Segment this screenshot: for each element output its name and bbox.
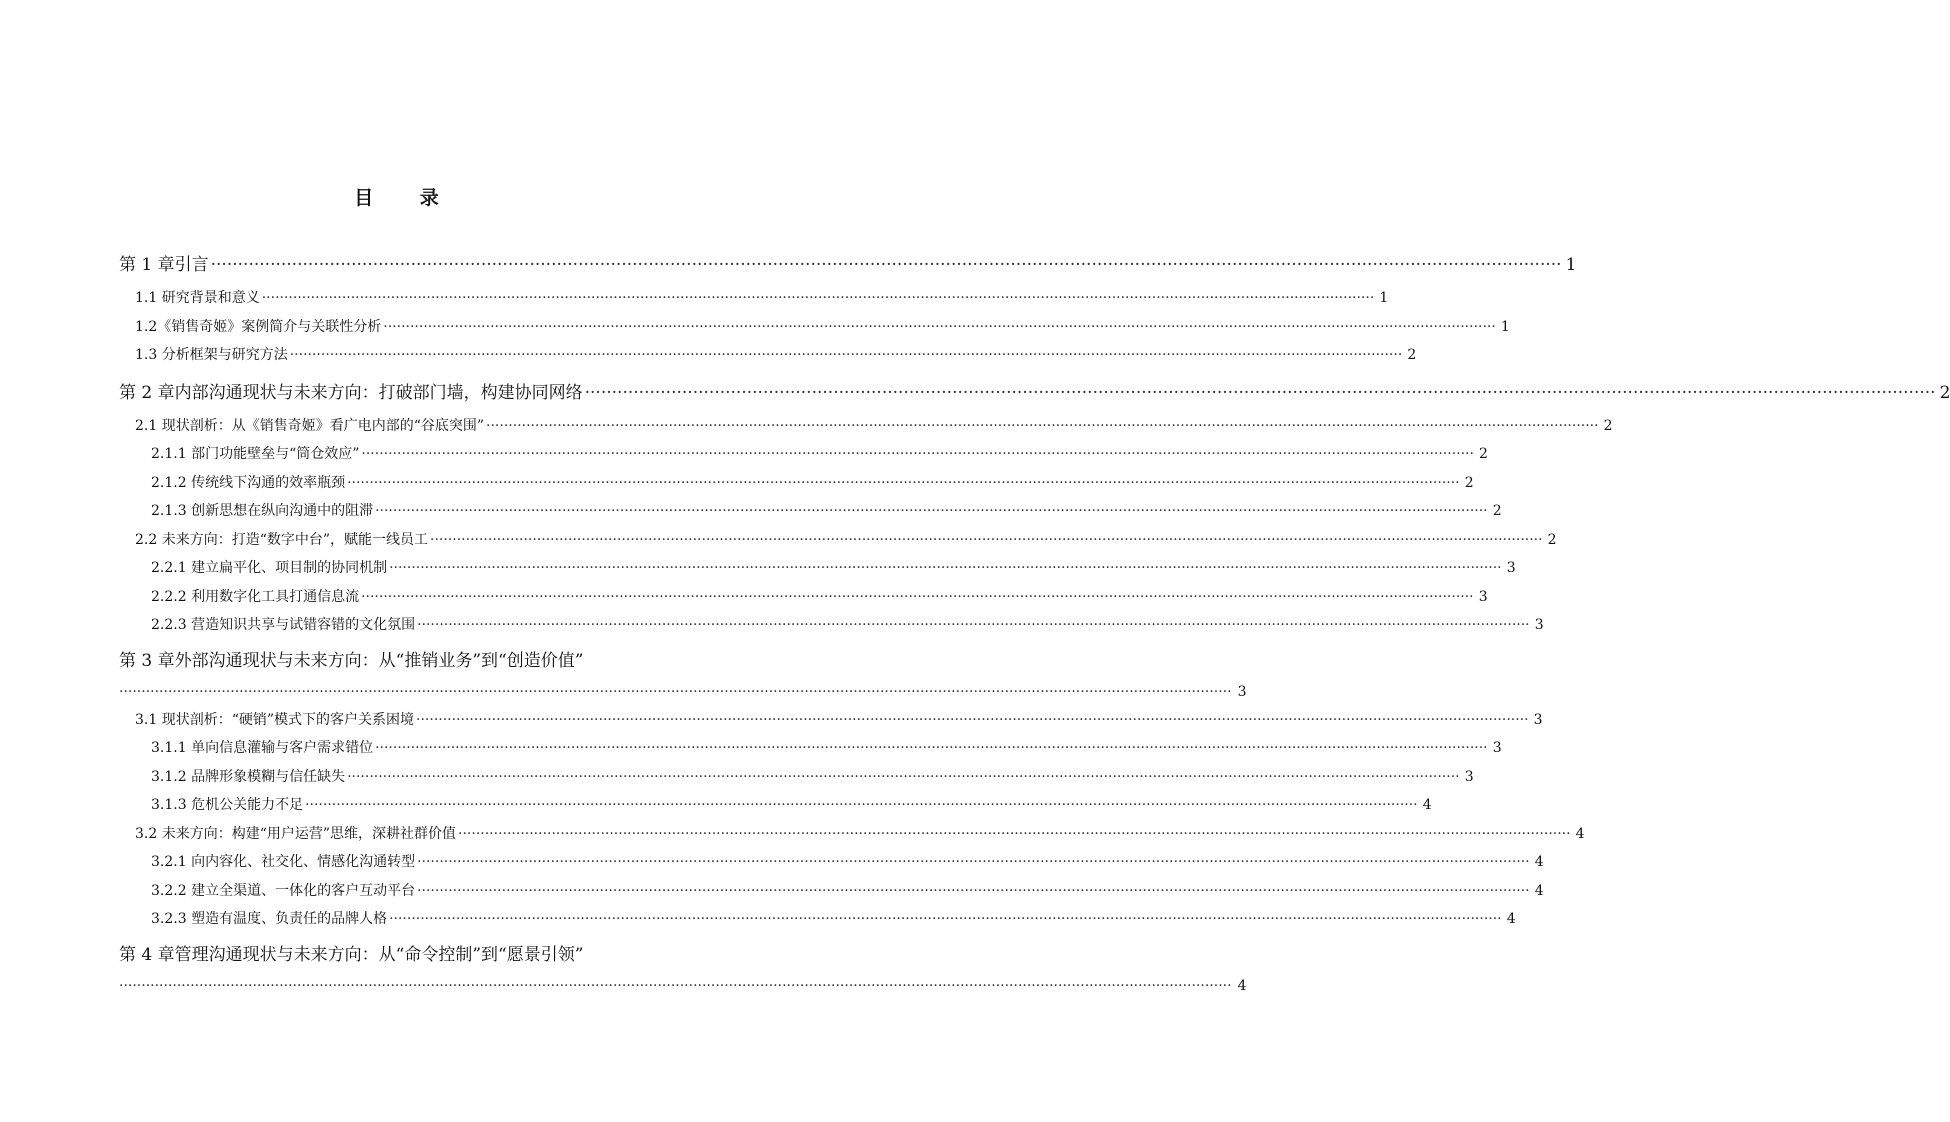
- dot-leader: [119, 678, 1232, 706]
- toc-section-entry[interactable]: [119, 284, 1389, 313]
- dot-leader: [416, 706, 1529, 735]
- dot-leader: [383, 313, 1496, 342]
- toc-section-entry[interactable]: [119, 412, 1613, 441]
- toc-subsection-entry[interactable]: [119, 554, 1516, 583]
- toc-entry-text: 2.2.2 利用数字化工具打通信息流: [151, 588, 360, 605]
- toc-page-number: 2: [1492, 503, 1502, 519]
- dot-leader: [430, 526, 1543, 555]
- toc-page-number: 2: [1464, 474, 1474, 491]
- dot-leader: [361, 440, 1474, 469]
- toc-subsection-entry[interactable]: [119, 734, 1502, 763]
- toc-subsection-entry[interactable]: [119, 763, 1474, 792]
- toc-entry-text: 2.1.2 传统线下沟通的效率瓶颈: [151, 474, 346, 491]
- toc-page-number: 3: [1237, 683, 1247, 700]
- toc-entry-text: 3.1 现状剖析：“硬销”模式下的客户关系困境: [135, 711, 415, 728]
- toc-page-number: 4: [1422, 797, 1432, 813]
- dot-leader: [262, 284, 1375, 313]
- dot-leader: [375, 734, 1488, 763]
- dot-leader: [486, 412, 1599, 441]
- toc-entry-text: 第 1 章引言: [119, 255, 209, 275]
- toc-page-number: 1: [1500, 318, 1510, 335]
- dot-leader: [389, 905, 1502, 934]
- dot-leader: [211, 246, 1562, 284]
- toc-entry-text: 3.1.2 品牌形象模糊与信任缺失: [151, 768, 346, 785]
- dot-leader: [417, 877, 1530, 906]
- toc-entry-text: 2.1.3 创新思想在纵向沟通中的阻滞: [151, 503, 374, 519]
- dot-leader: [361, 583, 1474, 612]
- toc-entry-text: 3.1.1 单向信息灌输与客户需求错位: [151, 740, 374, 756]
- toc-entry-text: 3.1.3 危机公关能力不足: [151, 797, 304, 813]
- toc-title: 目 录: [354, 187, 459, 209]
- dot-leader: [375, 497, 1488, 526]
- toc-page-number: 3: [1478, 588, 1488, 605]
- toc-subsection-entry[interactable]: [119, 583, 1488, 612]
- toc-subsection-entry[interactable]: [119, 611, 1544, 640]
- toc-subsection-entry[interactable]: [119, 905, 1516, 934]
- toc-section-entry[interactable]: [119, 341, 1417, 370]
- dot-leader: [417, 611, 1530, 640]
- toc-page-number: 4: [1506, 911, 1516, 927]
- toc-entry-text: 2.1.1 部门功能壁垒与“筒仓效应”: [151, 446, 360, 462]
- toc-chapter-title[interactable]: 第 4 章管理沟通现状与未来方向：从“命令控制”到“愿景引领”: [119, 944, 584, 965]
- toc-subsection-entry[interactable]: [119, 469, 1474, 498]
- toc-subsection-entry[interactable]: [119, 848, 1544, 877]
- toc-section-entry[interactable]: [119, 706, 1543, 735]
- toc-page-number: 1: [1565, 255, 1577, 275]
- dot-leader: [347, 469, 1460, 498]
- dot-leader: [389, 554, 1502, 583]
- toc-leader-line: [119, 678, 1247, 706]
- toc-leader-line: [119, 972, 1247, 1000]
- toc-entry-text: 3.2 未来方向：构建“用户运营”思维，深耕社群价值: [135, 825, 457, 842]
- toc-page-number: 3: [1506, 560, 1516, 576]
- toc-page-number: 2: [1603, 417, 1613, 434]
- toc-page-number: 4: [1534, 854, 1544, 870]
- toc-page-number: 3: [1464, 768, 1474, 785]
- toc-section-entry[interactable]: [119, 820, 1585, 849]
- toc-section-entry[interactable]: [119, 526, 1557, 555]
- toc-page-number: 2: [1479, 446, 1488, 462]
- toc-section-entry[interactable]: [119, 313, 1510, 342]
- toc-entry-text: 1.3 分析框架与研究方法: [135, 347, 288, 363]
- toc-page-number: 4: [1534, 882, 1544, 899]
- toc-page-number: 4: [1575, 825, 1585, 842]
- toc-page-number: 2: [1407, 347, 1417, 363]
- toc-entry-text: 1.1 研究背景和意义: [135, 290, 260, 306]
- dot-leader: [119, 972, 1232, 1000]
- toc-page-number: 3: [1533, 711, 1543, 728]
- dot-leader: [347, 763, 1460, 792]
- toc-entry-text: 2.2.1 建立扁平化、项目制的协同机制: [151, 560, 388, 576]
- toc-entry-text: 第 2 章内部沟通现状与未来方向：打破部门墙，构建协同网络: [119, 382, 583, 403]
- dot-leader: [458, 820, 1571, 849]
- toc-subsection-entry[interactable]: [119, 440, 1488, 469]
- toc-entry-text: 2.1 现状剖析：从《销售奇姬》看广电内部的“谷底突围”: [135, 417, 485, 434]
- toc-page-number: 3: [1534, 617, 1544, 633]
- dot-leader: [305, 791, 1418, 820]
- toc-chapter-entry[interactable]: [119, 246, 1577, 284]
- dot-leader: [417, 848, 1530, 877]
- toc-entry-text: 2.2 未来方向：打造“数字中台”，赋能一线员工: [135, 531, 429, 548]
- toc-subsection-entry[interactable]: [119, 877, 1544, 906]
- toc-chapter-entry[interactable]: [119, 374, 1950, 412]
- toc-entry-text: 3.2.2 建立全渠道、一体化的客户互动平台: [151, 882, 416, 899]
- dot-leader: [585, 374, 1936, 412]
- toc-entry-text: 3.2.3 塑造有温度、负责任的品牌人格: [151, 911, 388, 927]
- toc-page-number: 4: [1237, 977, 1247, 994]
- dot-leader: [290, 341, 1403, 370]
- toc-entry-text: 2.2.3 营造知识共享与试错容错的文化氛围: [151, 617, 416, 633]
- toc-entry-text: 3.2.1 向内容化、社交化、情感化沟通转型: [151, 854, 416, 870]
- toc-entry-text: 1.2《销售奇姬》案例简介与关联性分析: [135, 318, 382, 335]
- toc-page-number: 2: [1547, 531, 1557, 548]
- table-of-contents: [119, 246, 1950, 1000]
- toc-page-number: 3: [1492, 740, 1502, 756]
- toc-page-number: 2: [1939, 382, 1950, 403]
- toc-subsection-entry[interactable]: [119, 497, 1502, 526]
- toc-subsection-entry[interactable]: [119, 791, 1432, 820]
- toc-page-number: 1: [1379, 290, 1389, 306]
- toc-chapter-title[interactable]: 第 3 章外部沟通现状与未来方向：从“推销业务”到“创造价值”: [119, 650, 584, 671]
